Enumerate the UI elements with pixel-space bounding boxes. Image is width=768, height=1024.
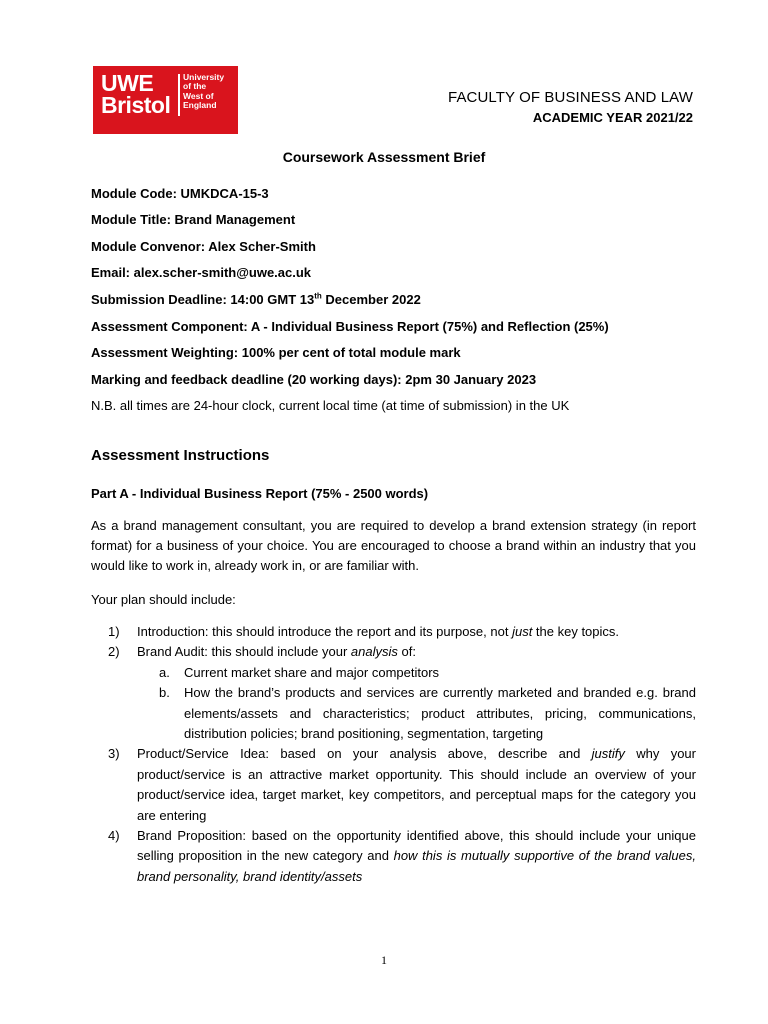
- item-emphasis: justify: [591, 746, 625, 762]
- logo-wordmark: [101, 72, 170, 116]
- logo-university-name: [183, 73, 224, 110]
- deadline-text-end: December 2022: [321, 292, 421, 307]
- module-title: Module Title: Brand Management: [91, 212, 296, 227]
- assessment-weighting: Assessment Weighting: 100% per cent of total module mark: [91, 345, 461, 360]
- item-number: 3): [108, 746, 120, 762]
- sub-list-item: [91, 683, 696, 744]
- logo-line2: Bristol: [101, 92, 171, 118]
- item-number: 4): [108, 828, 120, 844]
- part-a-heading: Part A - Individual Business Report (75% - 2500 words): [91, 486, 429, 501]
- marking-deadline: Marking and feedback deadline (20 working days): 2pm 30 January 2023: [91, 372, 537, 387]
- item-text-end: why your product/service is an attractive market opportunity. This should include an overview of your product/service idea, target market, key competitors, and perceptual maps for the category you are entering: [137, 746, 696, 823]
- item-number: 1): [108, 624, 120, 639]
- list-item: [91, 622, 696, 642]
- sub-list-item: [91, 663, 696, 683]
- intro-paragraph: As a brand management consultant, you are required to develop a brand extension strategy (in report format) for a business of your choice. You are encouraged to choose a brand within an industry that you would like to work in, already work in, or are familiar with.: [91, 518, 696, 573]
- email: Email: alex.scher-smith@uwe.ac.uk: [91, 265, 312, 280]
- item-text-end: the key topics.: [532, 624, 620, 639]
- logo-divider: [178, 74, 180, 116]
- faculty-title: FACULTY OF BUSINESS AND LAW: [448, 89, 693, 106]
- page-number: 1: [381, 953, 387, 967]
- assessment-component: Assessment Component: A - Individual Business Report (75%) and Reflection (25%): [91, 319, 609, 334]
- deadline-superscript: th: [314, 291, 322, 301]
- list-item: [91, 826, 696, 887]
- logo-sub3: West of: [183, 90, 214, 101]
- section-heading: Assessment Instructions: [91, 447, 270, 464]
- document-title: Coursework Assessment Brief: [282, 149, 486, 165]
- logo-sub2: of the: [183, 81, 207, 92]
- plan-paragraph: Your plan should include:: [91, 592, 236, 607]
- item-emphasis: how this is mutually supportive of the brand values, brand personality, brand identity/assets: [137, 848, 696, 884]
- logo-line1: UWE: [101, 70, 154, 96]
- list-item: [91, 642, 696, 662]
- uwe-bristol-logo: [93, 66, 238, 134]
- logo-sub4: England: [183, 99, 217, 110]
- item-text: Brand Proposition: based on the opportunity identified above, this should include your unique selling proposition in the new category and: [137, 828, 696, 864]
- module-convenor: Module Convenor: Alex Scher-Smith: [91, 239, 316, 254]
- time-note: N.B. all times are 24-hour clock, current local time (at time of submission) in the UK: [91, 398, 570, 413]
- item-number: 2): [108, 644, 120, 660]
- submission-deadline: [91, 292, 421, 307]
- academic-year: ACADEMIC YEAR 2021/22: [532, 110, 693, 125]
- module-code: Module Code: UMKDCA-15-3: [91, 186, 269, 201]
- subitem-letter: b.: [159, 685, 170, 701]
- item-emphasis: analysis: [350, 644, 398, 660]
- subitem-letter: a.: [159, 664, 170, 680]
- item-text: Introduction: this should introduce the report and its purpose, not: [137, 624, 513, 639]
- item-text-end: of:: [397, 644, 416, 660]
- item-emphasis: just: [512, 624, 533, 639]
- deadline-text: Submission Deadline: 14:00 GMT 13: [91, 292, 315, 307]
- item-text: Product/Service Idea: based on your analysis above, describe and: [137, 746, 592, 762]
- subitem-text: How the brand’s products and services are currently marketed and branded e.g. brand elements/assets and characteristics; product attributes, pricing, communications, distribution policies; brand positioning, segmentation, targeting: [184, 685, 696, 742]
- list-item: [91, 744, 696, 826]
- subitem-text: Current market share and major competitors: [184, 664, 440, 680]
- item-text: Brand Audit: this should include your: [137, 644, 351, 660]
- logo-sub1: University: [183, 72, 225, 82]
- requirements-list: [91, 622, 696, 887]
